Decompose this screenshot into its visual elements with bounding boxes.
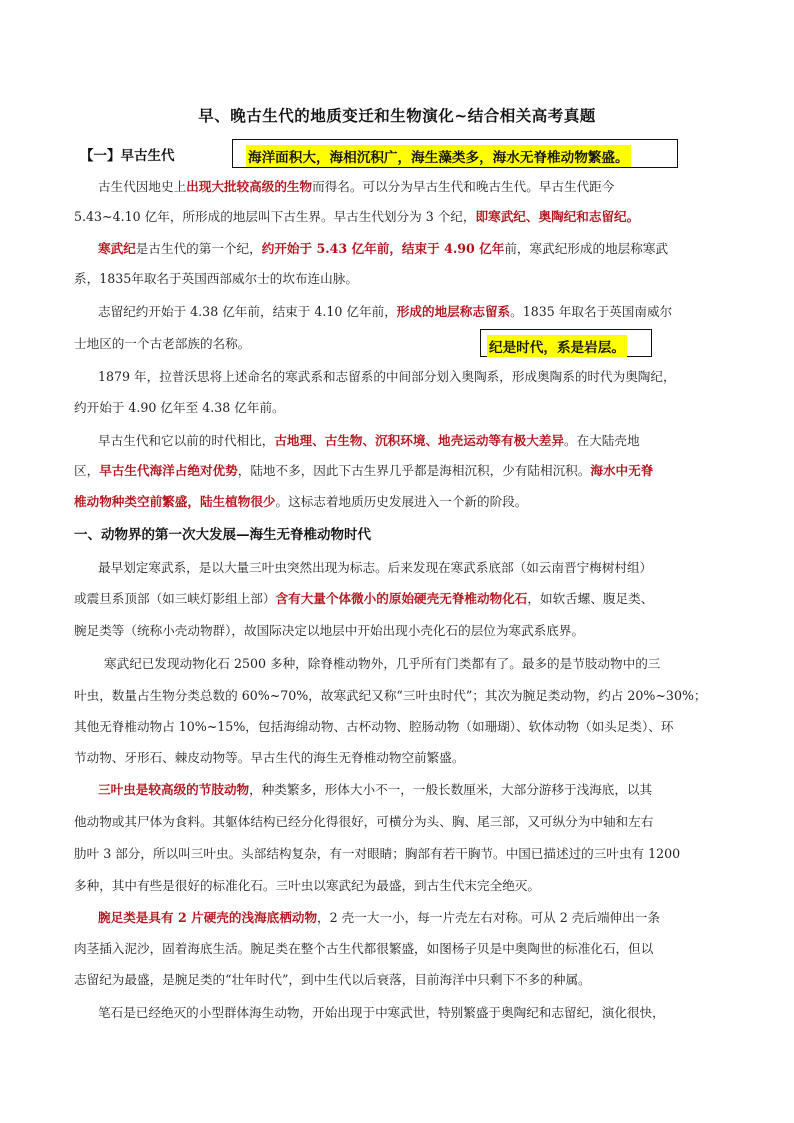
emphasis-text: 古地理、古生物、沉积环境、地壳运动等有极大差异 xyxy=(274,433,564,448)
paragraph-line: 肉茎插入泥沙，固着海底生活。腕足类在整个古生代都很繁盛，如图杨子贝是中奥陶世的标准化石，但以 xyxy=(74,941,654,956)
paragraph-line: 肋叶 3 部分，所以叫三叶虫。头部结构复杂，有一对眼睛；胸部有若干胸节。中国已描述过的三叶虫有 1200 xyxy=(74,846,681,861)
emphasis-text: 约开始于 5.43 亿年前，结束于 4.90 亿年 xyxy=(261,241,505,256)
paragraph-line: 1879 年，拉普沃思将上述命名的寒武系和志留系的中间部分划入奥陶系，形成奥陶系的时代为奥陶纪， xyxy=(98,369,676,384)
paragraph-line: 笔石是已经绝灭的小型群体海生动物，开始出现于中寒武世，特别繁盛于奥陶纪和志留纪，演化很快， xyxy=(98,1005,665,1020)
paragraph-line: 最早划定寒武系，是以大量三叶虫突然出现为标志。后来发现在寒武系底部（如云南晋宁梅树村组） xyxy=(98,560,653,575)
section-heading-early-paleozoic: 【一】早古生代 xyxy=(80,148,175,164)
paragraph-line: 节动物、牙形石、棘皮动物等。早古生代的海生无脊椎动物空前繁盛。 xyxy=(74,750,465,765)
paragraph-line: 或震旦系顶部（如三峡灯影组上部）含有大量个体微小的原始硬壳无脊椎动物化石，如软舌螺、腹足类、 xyxy=(74,591,654,606)
paragraph-line: 其他无脊椎动物占 10%~15%，包括海绵动物、古杯动物、腔肠动物（如珊瑚）、软体动物（如头足类）、环 xyxy=(74,719,674,734)
document-title: 早、晚古生代的地质变迁和生物演化~结合相关高考真题 xyxy=(198,106,596,125)
paragraph-line: 系，1835年取名于英国西部威尔士的坎布连山脉。 xyxy=(74,271,358,286)
emphasis-text: 含有大量个体微小的原始硬壳无脊椎动物化石 xyxy=(275,591,528,606)
emphasis-text: 椎动物种类空前繁盛，陆生植物很少 xyxy=(74,494,276,509)
paragraph-line: 区，早古生代海洋占绝对优势，陆地不多，因此下古生界几乎都是海相沉积，少有陆相沉积。海水中无脊 xyxy=(74,463,654,478)
emphasis-text: 寒武纪 xyxy=(98,241,136,256)
callout-box-period-system xyxy=(480,329,652,357)
emphasis-text: 即寒武纪、奥陶纪和志留纪。 xyxy=(475,209,640,224)
paragraph-line: 早古生代和它以前的时代相比，古地理、古生物、沉积环境、地壳运动等有极大差异。在大陆壳地 xyxy=(98,433,640,448)
emphasis-text: 形成的地层称志留系 xyxy=(396,304,511,319)
paragraph-line: 多种，其中有些是很好的标准化石。三叶虫以寒武纪为最盛，到古生代末完全绝灭。 xyxy=(74,878,540,893)
emphasis-text: 出现大批较高级的生物 xyxy=(186,179,313,194)
callout-highlight-text: 纪是时代，系是岩层。 xyxy=(487,335,627,357)
emphasis-text: 早古生代海洋占绝对优势 xyxy=(99,463,238,478)
emphasis-text: 三叶虫是较高级的节肢动物 xyxy=(98,782,250,797)
paragraph-line: 三叶虫是较高级的节肢动物，种类繁多，形体大小不一，一般长数厘米，大部分游移于浅海底，以其 xyxy=(98,782,653,797)
paragraph-line: 他动物或其尸体为食料。其躯体结构已经分化得很好，可横分为头、胸、尾三部，又可纵分为中轴和左右 xyxy=(74,814,654,829)
paragraph-line: 寒武纪是古生代的第一个纪，约开始于 5.43 亿年前，结束于 4.90 亿年前，寒武纪形成的地层称寒武 xyxy=(98,241,669,256)
callout-box-ocean xyxy=(232,139,678,168)
paragraph-line: 腕足类是具有 2 片硬壳的浅海底栖动物，2 壳一大一小，每一片壳左右对称。可从 2 壳后端伸出一条 xyxy=(98,910,660,925)
paragraph-line: 椎动物种类空前繁盛，陆生植物很少。这标志着地质历史发展进入一个新的阶段。 xyxy=(74,494,528,509)
emphasis-text: 腕足类是具有 2 片硬壳的浅海底栖动物 xyxy=(98,910,318,925)
paragraph-line: 5.43~4.10 亿年，所形成的地层叫下古生界。早古生代划分为 3 个纪，即寒武纪、奥陶纪和志留纪。 xyxy=(74,209,640,224)
paragraph-line: 士地区的一个古老部族的名称。 xyxy=(74,336,251,351)
paragraph-line: 志留纪约开始于 4.38 亿年前，结束于 4.10 亿年前，形成的地层称志留系。1835 年取名于英国南威尔 xyxy=(98,304,673,319)
paragraph-line: 叶虫，数量占生物分类总数的 60%~70%，故寒武纪又称“三叶虫时代”；其次为腕足类动物，约占 20%~30%； xyxy=(74,688,707,703)
paragraph-line: 志留纪为最盛，是腕足类的“壮年时代”，到中生代以后衰落，目前海洋中只剩下不多的种属。 xyxy=(74,972,591,987)
paragraph-line: 腕足类等（统称小壳动物群），故国际决定以地层中开始出现小壳化石的层位为寒武系底界。 xyxy=(74,623,585,638)
paragraph-line: 古生代因地史上出现大批较高级的生物而得名。可以分为早古生代和晚古生代。早古生代距今 xyxy=(98,179,615,194)
callout-highlight-text: 海洋面积大，海相沉积广，海生藻类多，海水无脊椎动物繁盛。 xyxy=(246,145,631,167)
paragraph-line: 约开始于 4.90 亿年至 4.38 亿年前。 xyxy=(74,400,285,415)
emphasis-text: 海水中无脊 xyxy=(590,463,654,478)
paragraph-line: 寒武纪已发现动物化石 2500 多种，除脊椎动物外，几乎所有门类都有了。最多的是节肢动物中的三 xyxy=(104,656,661,671)
section-heading-marine-invertebrates: 一、动物界的第一次大发展—海生无脊椎动物时代 xyxy=(74,527,371,543)
